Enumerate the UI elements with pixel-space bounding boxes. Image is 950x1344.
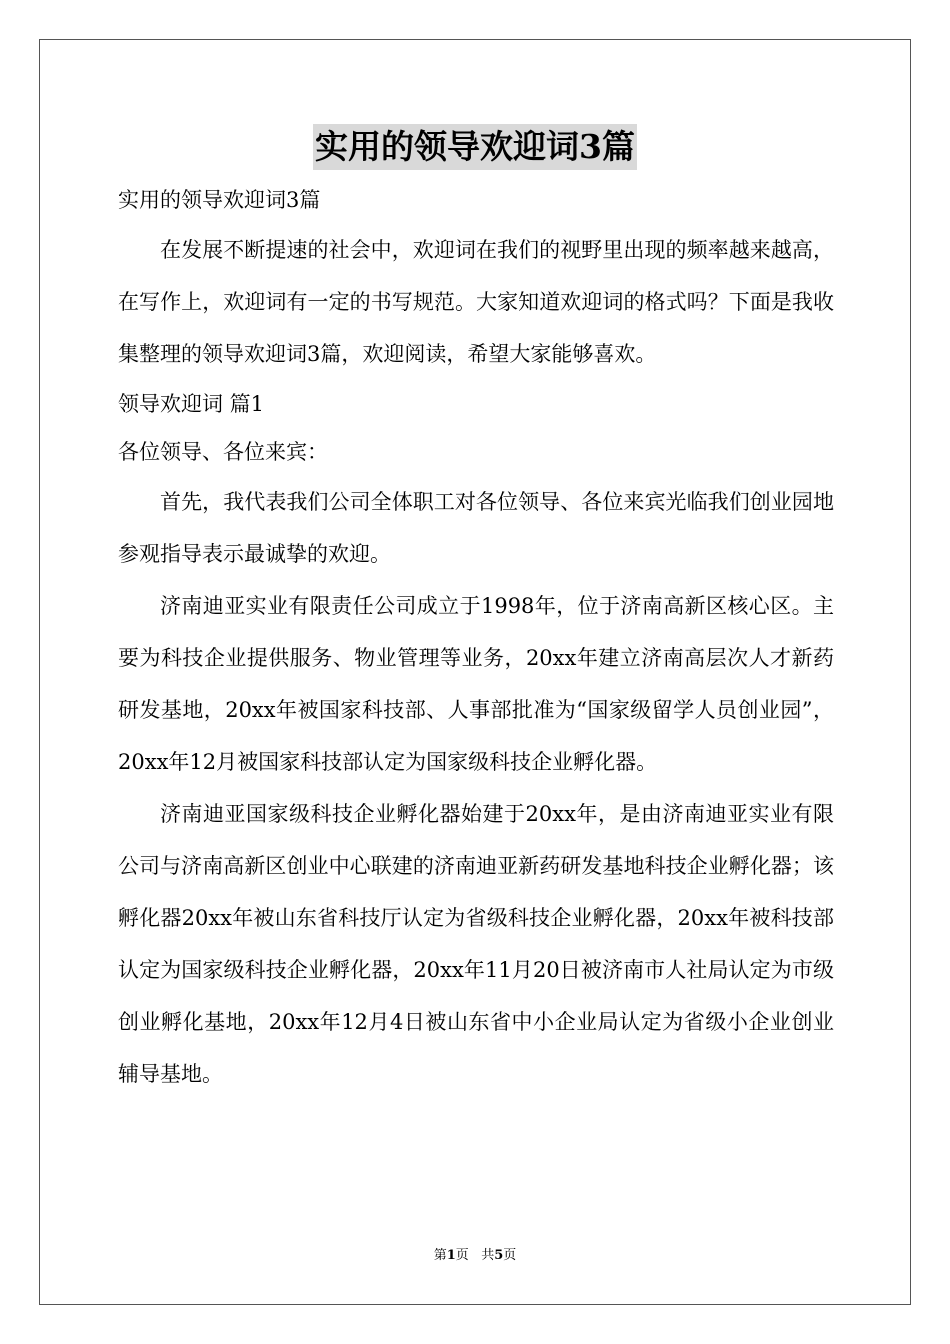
body-paragraph-2: 济南迪亚实业有限责任公司成立于1998年，位于济南高新区核心区。主要为科技企业提供服务、物业管理等业务，20xx年建立济南高层次人才新药研发基地，20xx年被国家科技部、人事部批准为“国家级留学人员创业园”，20xx年12月被国家科技部认定为国家级科技企业孵化器。 (118, 594, 834, 774)
body-paragraph-1: 首先，我代表我们公司全体职工对各位领导、各位来宾光临我们创业园地参观指导表示最诚挚的欢迎。 (118, 490, 834, 566)
footer-total-suffix: 页 (503, 1248, 517, 1263)
section-heading: 领导欢迎词 篇1 (118, 392, 265, 416)
salutation: 各位领导、各位来宾： (118, 440, 328, 464)
footer-page-total: 5 (494, 1248, 504, 1263)
intro-paragraph: 在发展不断提速的社会中，欢迎词在我们的视野里出现的频率越来越高，在写作上，欢迎词有一定的书写规范。大家知道欢迎词的格式吗？下面是我收集整理的领导欢迎词3篇，欢迎阅读，希望大家能够喜欢。 (118, 238, 834, 366)
page-footer (0, 1246, 950, 1266)
document-body (118, 176, 834, 1100)
footer-page-suffix: 页 (455, 1248, 469, 1263)
title-wrap (0, 124, 950, 170)
footer-total-prefix: 共 (481, 1248, 495, 1263)
footer-page-prefix: 第 (433, 1248, 447, 1263)
body-paragraph-3: 济南迪亚国家级科技企业孵化器始建于20xx年，是由济南迪亚实业有限公司与济南高新区创业中心联建的济南迪亚新药研发基地科技企业孵化器；该孵化器20xx年被山东省科技厅认定为省级科技企业孵化器，20xx年被科技部认定为国家级科技企业孵化器，20xx年11月20日被济南市人社局认定为市级创业孵化基地，20xx年12月4日被山东省中小企业局认定为省级小企业创业辅导基地。 (118, 802, 834, 1086)
footer-page-current: 1 (446, 1248, 456, 1263)
document-title: 实用的领导欢迎词3篇 (313, 124, 637, 170)
document-subtitle: 实用的领导欢迎词3篇 (118, 188, 321, 212)
